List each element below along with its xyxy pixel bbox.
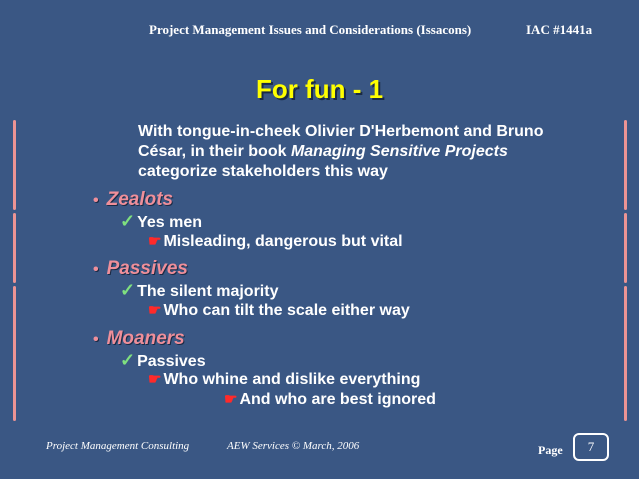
left-bar-top xyxy=(13,120,16,210)
detail-moaners-2 xyxy=(224,390,436,409)
right-bar-middle xyxy=(624,213,627,283)
bullet-dot-icon: • xyxy=(93,331,99,348)
bullet-moaners xyxy=(93,328,185,350)
footer-company: Project Management Consulting xyxy=(46,440,190,452)
right-bar-top xyxy=(624,120,627,210)
detail-label: And who are best ignored xyxy=(239,391,436,408)
intro-text xyxy=(138,122,558,182)
footer-copyright: AEW Services © March, 2006 xyxy=(227,440,360,452)
detail-zealots-1 xyxy=(148,232,403,251)
detail-label: Who whine and dislike everything xyxy=(163,371,421,388)
left-bar-middle xyxy=(13,213,16,283)
pointing-hand-icon: ☛ xyxy=(148,302,162,319)
check-icon: ✓ xyxy=(120,211,136,231)
detail-passives-1 xyxy=(148,301,410,320)
detail-label: Misleading, dangerous but vital xyxy=(163,233,403,250)
bullet-zealots xyxy=(93,189,173,211)
pointing-hand-icon: ☛ xyxy=(224,391,238,408)
sub-item-label: Yes men xyxy=(137,214,203,231)
slide-title: For fun - 1 xyxy=(255,74,384,104)
intro-part1: With tongue-in-cheek Olivier D'Herbemont and Bruno César, in their book xyxy=(138,123,544,160)
left-bar-bottom xyxy=(13,286,16,421)
right-bar-bottom xyxy=(624,286,627,421)
pointing-hand-icon: ☛ xyxy=(148,233,162,250)
sub-item-label: Passives xyxy=(137,353,206,370)
bullet-dot-icon: • xyxy=(93,192,99,209)
bullet-label: Zealots xyxy=(106,189,174,210)
bullet-dot-icon: • xyxy=(93,261,99,278)
sub-item-passives xyxy=(120,280,278,301)
page-number: 7 xyxy=(573,433,609,461)
header-code: IAC #1441a xyxy=(526,22,593,37)
book-title: Managing Sensitive Projects xyxy=(290,143,508,160)
bullet-label: Passives xyxy=(106,258,188,279)
intro-part2: categorize stakeholders this way xyxy=(138,163,388,180)
check-icon: ✓ xyxy=(120,280,136,300)
detail-label: Who can tilt the scale either way xyxy=(163,302,410,319)
pointing-hand-icon: ☛ xyxy=(148,371,162,388)
header-title: Project Management Issues and Considerations (Issacons) xyxy=(149,22,472,37)
sub-item-label: The silent majority xyxy=(137,283,279,300)
check-icon: ✓ xyxy=(120,350,136,370)
bullet-passives xyxy=(93,258,188,280)
bullet-label: Moaners xyxy=(106,328,185,349)
detail-moaners-1 xyxy=(148,370,420,389)
sub-item-moaners xyxy=(120,350,206,371)
page-label: Page xyxy=(538,443,563,457)
sub-item-zealots xyxy=(120,211,202,232)
